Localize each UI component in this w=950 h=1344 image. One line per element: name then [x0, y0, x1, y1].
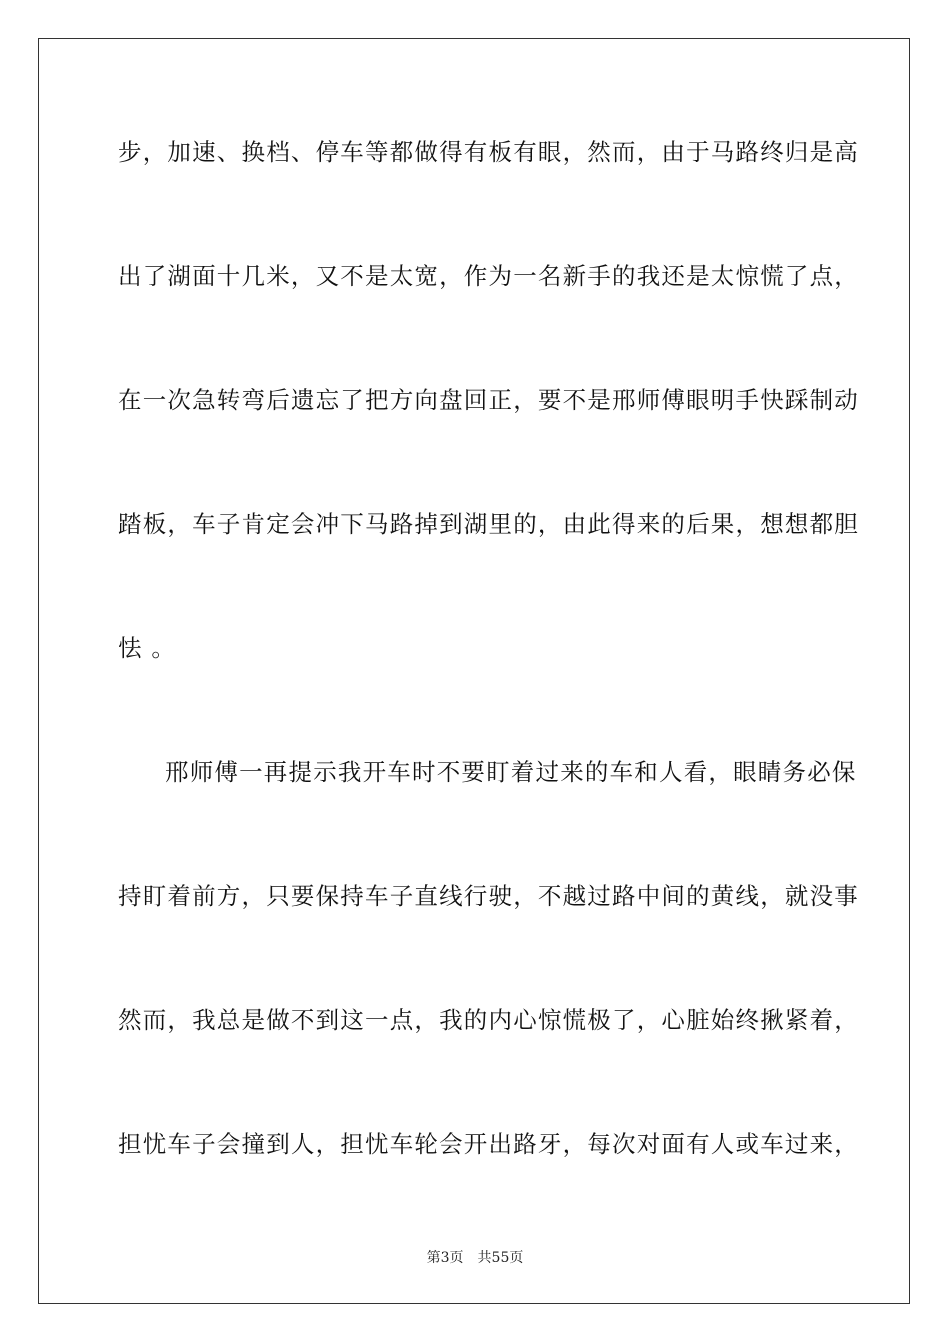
text-line: 出了湖面十几米，又不是太宽，作为一名新手的我还是太惊慌了点，: [118, 262, 859, 290]
page-number: 第3页: [426, 1250, 464, 1266]
text-line: 持盯着前方，只要保持车子直线行驶，不越过路中间的黄线，就没事: [118, 882, 859, 910]
text-line: 在一次急转弯后遗忘了把方向盘回正，要不是邢师傅眼明手快踩制动: [118, 386, 859, 414]
text-line: 怯 。: [118, 634, 177, 662]
paragraph-first-line: 邢师傅一再提示我开车时不要盯着过来的车和人看，眼睛务必保: [165, 758, 857, 786]
text-line: 然而，我总是做不到这一点，我的内心惊慌极了，心脏始终揪紧着，: [118, 1006, 859, 1034]
page-border: [38, 38, 910, 1304]
page-footer: [0, 1249, 950, 1267]
page-total: 共55页: [477, 1250, 524, 1266]
text-line: 踏板，车子肯定会冲下马路掉到湖里的，由此得来的后果，想想都胆: [118, 510, 859, 538]
text-line: 担忧车子会撞到人，担忧车轮会开出路牙，每次对面有人或车过来，: [118, 1130, 859, 1158]
text-line: 步，加速、换档、停车等都做得有板有眼，然而，由于马路终归是高: [118, 138, 859, 166]
